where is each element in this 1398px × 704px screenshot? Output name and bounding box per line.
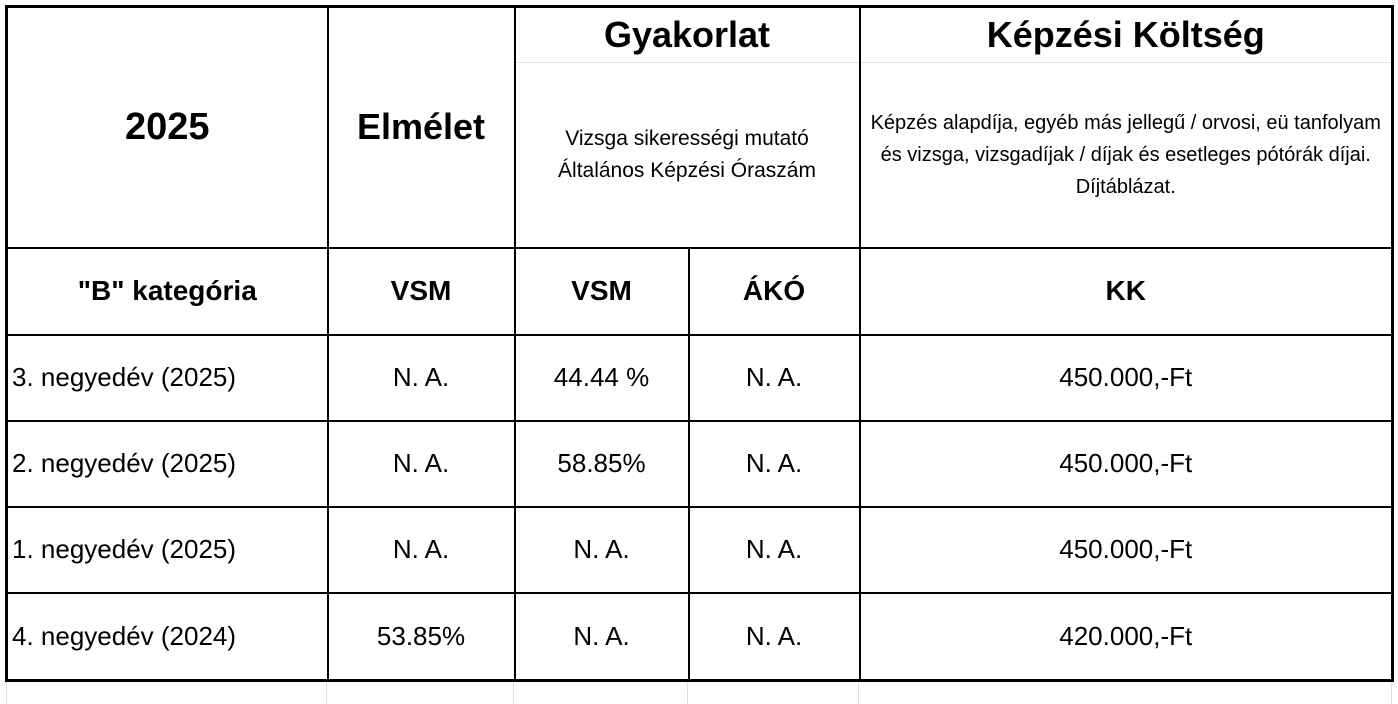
ako-cell: N. A. bbox=[689, 507, 860, 593]
kk-cell: 450.000,-Ft bbox=[860, 335, 1393, 421]
header-row-1 bbox=[7, 7, 1393, 63]
practice-vsm-cell: 44.44 % bbox=[515, 335, 689, 421]
practice-vsm-cell: N. A. bbox=[515, 507, 689, 593]
cost-description: Képzés alapdíja, egyéb más jellegű / orvosi, eü tanfolyam és vizsga, vizsgadíjak / díjak és esetleges pótórák díjai. Díjtáblázat. bbox=[860, 63, 1393, 248]
column-header-row bbox=[7, 248, 1393, 335]
ako-column-header: ÁKÓ bbox=[689, 248, 860, 335]
practice-desc-line1: Vizsga sikerességi mutató bbox=[565, 126, 809, 150]
year-heading: 2025 bbox=[7, 7, 328, 248]
theory-vsm-cell: N. A. bbox=[328, 421, 515, 507]
pricing-table bbox=[5, 5, 1394, 682]
theory-vsm-cell: N. A. bbox=[328, 335, 515, 421]
kk-column-header: KK bbox=[860, 248, 1393, 335]
theory-vsm-cell: 53.85% bbox=[328, 593, 515, 681]
theory-heading: Elmélet bbox=[328, 7, 515, 248]
gridline bbox=[1391, 682, 1392, 704]
table-row bbox=[7, 593, 1393, 681]
category-column-header: "B" kategória bbox=[7, 248, 328, 335]
gridline bbox=[326, 682, 327, 704]
gridline bbox=[6, 682, 7, 704]
ako-cell: N. A. bbox=[689, 421, 860, 507]
theory-vsm-column-header: VSM bbox=[328, 248, 515, 335]
kk-cell: 450.000,-Ft bbox=[860, 507, 1393, 593]
gridline bbox=[513, 682, 514, 704]
cost-heading: Képzési Költség bbox=[860, 7, 1393, 63]
practice-description bbox=[515, 63, 860, 248]
period-cell: 3. negyedév (2025) bbox=[7, 335, 328, 421]
table-row bbox=[7, 507, 1393, 593]
practice-vsm-cell: 58.85% bbox=[515, 421, 689, 507]
table-row bbox=[7, 335, 1393, 421]
practice-heading: Gyakorlat bbox=[515, 7, 860, 63]
practice-vsm-cell: N. A. bbox=[515, 593, 689, 681]
period-cell: 1. negyedév (2025) bbox=[7, 507, 328, 593]
ako-cell: N. A. bbox=[689, 335, 860, 421]
period-cell: 4. negyedév (2024) bbox=[7, 593, 328, 681]
kk-cell: 450.000,-Ft bbox=[860, 421, 1393, 507]
period-cell: 2. negyedév (2025) bbox=[7, 421, 328, 507]
ako-cell: N. A. bbox=[689, 593, 860, 681]
practice-vsm-column-header: VSM bbox=[515, 248, 689, 335]
kk-cell: 420.000,-Ft bbox=[860, 593, 1393, 681]
theory-vsm-cell: N. A. bbox=[328, 507, 515, 593]
practice-desc-line2: Általános Képzési Óraszám bbox=[558, 158, 816, 182]
gridline bbox=[687, 682, 688, 704]
gridline bbox=[858, 682, 859, 704]
table-row bbox=[7, 421, 1393, 507]
pricing-table-container bbox=[5, 5, 1394, 682]
